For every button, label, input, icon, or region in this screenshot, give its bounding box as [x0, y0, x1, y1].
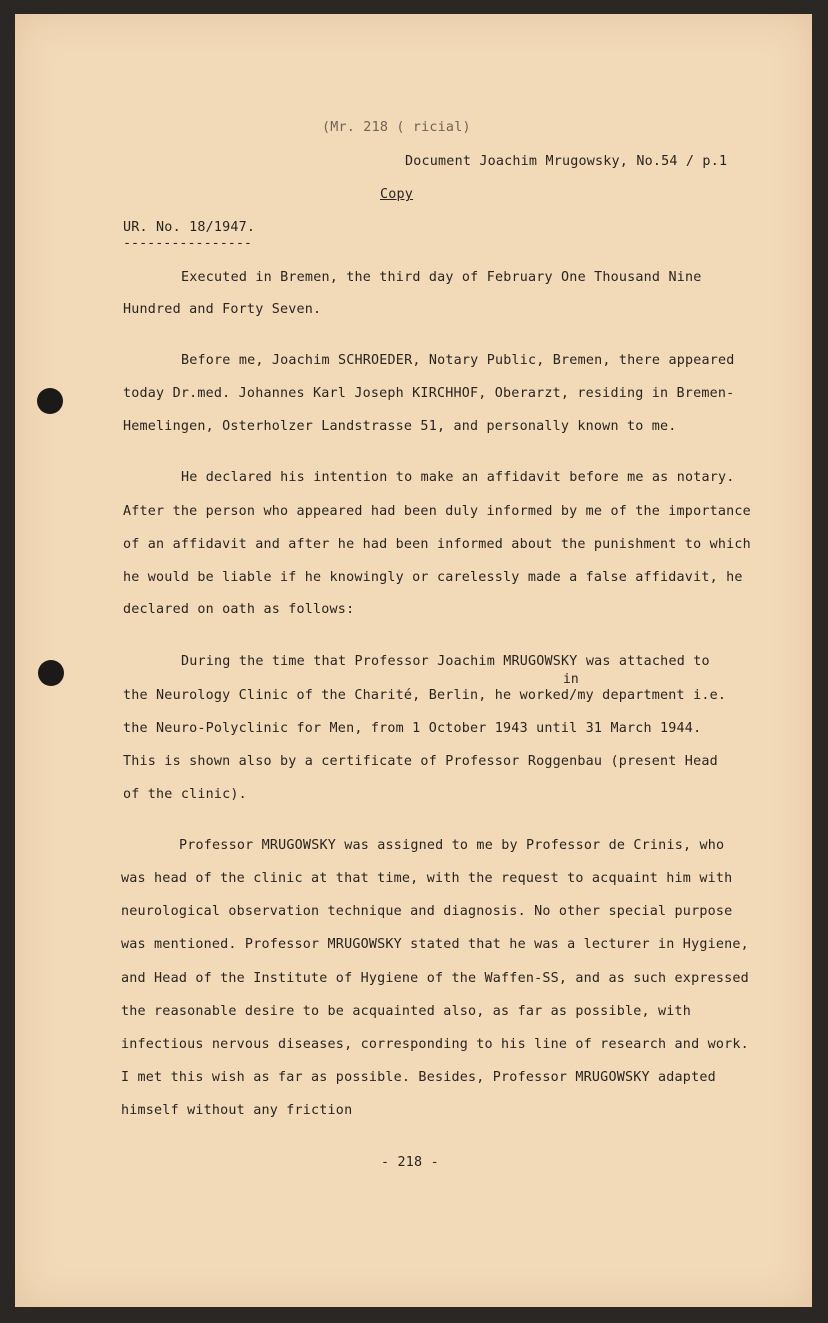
paragraph-line: Before me, Joachim SCHROEDER, Notary Public, Bremen, there appeared — [181, 353, 735, 368]
paragraph-line: of an affidavit and after he had been informed about the punishment to which — [123, 537, 751, 552]
ur-number: UR. No. 18/1947. — [123, 220, 256, 235]
header-stamp: (Mr. 218 ( ricial) — [322, 120, 471, 135]
paragraph-line: the Neurology Clinic of the Charité, Berlin, he worked/my department i.e. — [123, 688, 727, 703]
paragraph-line: Hundred and Forty Seven. — [123, 302, 322, 317]
paragraph-line: neurological observation technique and diagnosis. No other special purpose — [121, 904, 733, 919]
paragraph-line: was head of the clinic at that time, with the request to acquaint him with — [121, 871, 733, 886]
paragraph-line: of the clinic). — [123, 787, 247, 802]
ur-rule: ---------------- — [123, 236, 252, 251]
paragraph-line: was mentioned. Professor MRUGOWSKY stated that he was a lecturer in Hygiene, — [121, 937, 749, 952]
paragraph-line: and Head of the Institute of Hygiene of the Waffen-SS, and as such expressed — [121, 971, 749, 986]
page-number: - 218 - — [381, 1155, 439, 1170]
handwritten-insertion: in — [563, 672, 579, 687]
paragraph-line: the reasonable desire to be acquainted also, as far as possible, with — [121, 1004, 692, 1019]
paragraph-line: Professor MRUGOWSKY was assigned to me by Professor de Crinis, who — [179, 838, 725, 853]
paragraph-line: During the time that Professor Joachim MRUGOWSKY was attached to — [181, 654, 710, 669]
document-page — [15, 14, 812, 1307]
paragraph-line: Hemelingen, Osterholzer Landstrasse 51, and personally known to me. — [123, 419, 677, 434]
paragraph-line: After the person who appeared had been duly informed by me of the importance — [123, 504, 751, 519]
document-reference: Document Joachim Mrugowsky, No.54 / p.1 — [405, 154, 728, 169]
paragraph-line: the Neuro-Polyclinic for Men, from 1 October 1943 until 31 March 1944. — [123, 721, 702, 736]
paragraph-line: today Dr.med. Johannes Karl Joseph KIRCHHOF, Oberarzt, residing in Bremen- — [123, 386, 735, 401]
paragraph-line: This is shown also by a certificate of Professor Roggenbau (present Head — [123, 754, 718, 769]
copy-label: Copy — [380, 187, 414, 202]
paragraph-line: infectious nervous diseases, corresponding to his line of research and work. — [121, 1037, 749, 1052]
paragraph-line: himself without any friction — [121, 1103, 353, 1118]
paragraph-line: he would be liable if he knowingly or carelessly made a false affidavit, he — [123, 570, 743, 585]
paragraph-line: declared on oath as follows: — [123, 602, 355, 617]
punch-hole — [37, 388, 63, 414]
paragraph-line: I met this wish as far as possible. Besides, Professor MRUGOWSKY adapted — [121, 1070, 716, 1085]
punch-hole — [38, 660, 64, 686]
paragraph-line: He declared his intention to make an affidavit before me as notary. — [181, 470, 735, 485]
paragraph-line: Executed in Bremen, the third day of February One Thousand Nine — [181, 270, 702, 285]
